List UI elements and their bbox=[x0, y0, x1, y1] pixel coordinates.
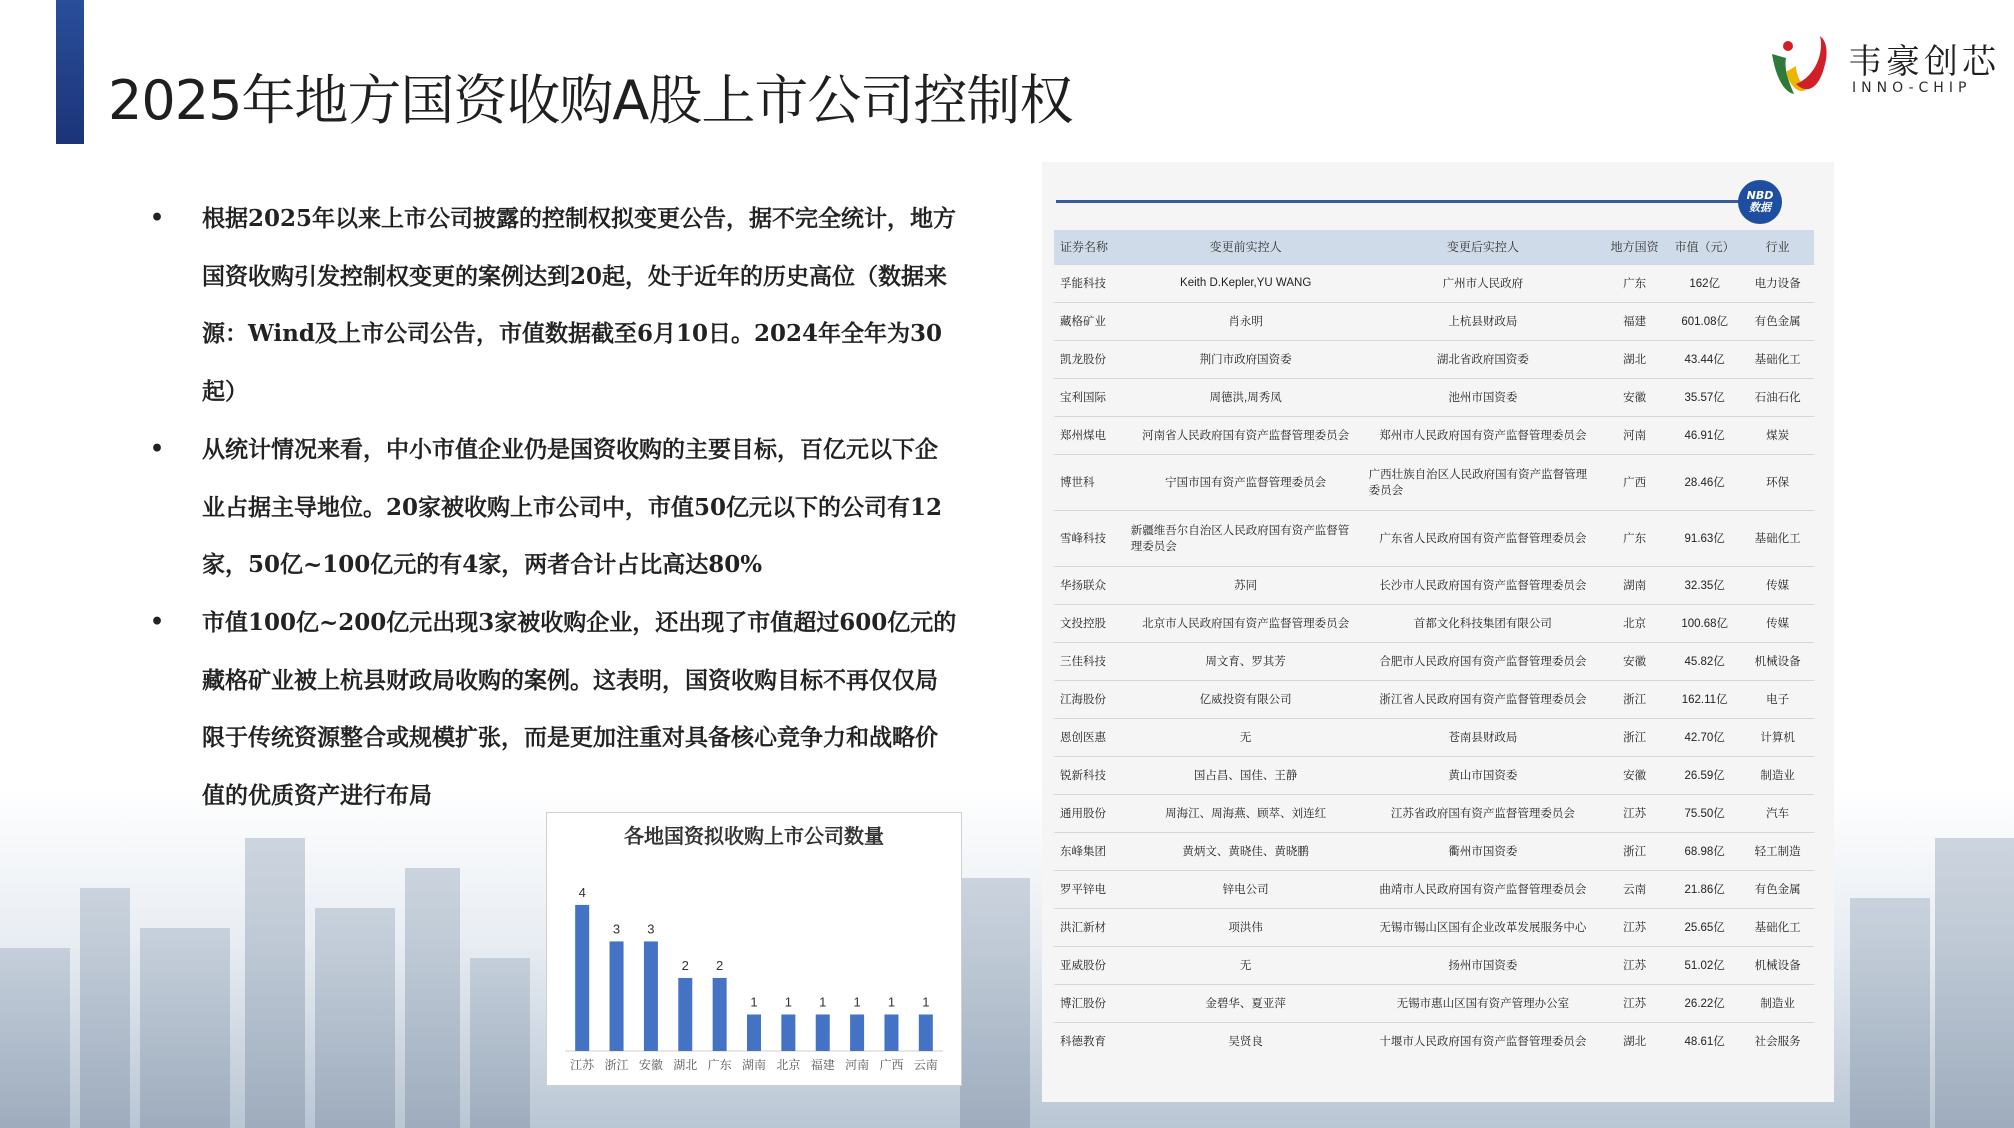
cell-after: 衢州市国资委 bbox=[1365, 832, 1602, 870]
cell-region: 安徽 bbox=[1601, 756, 1668, 794]
chart-bar bbox=[781, 1014, 795, 1051]
cell-marketcap: 68.98亿 bbox=[1668, 832, 1741, 870]
cell-region: 湖北 bbox=[1601, 340, 1668, 378]
cell-before: 宁国市国有资产监督管理委员会 bbox=[1127, 454, 1365, 510]
table-row bbox=[1054, 680, 1814, 718]
bullet-dot: • bbox=[150, 205, 165, 231]
table-row bbox=[1054, 718, 1814, 756]
table-row bbox=[1054, 642, 1814, 680]
cell-stock: 东峰集团 bbox=[1054, 832, 1127, 870]
col-header-after: 变更后实控人 bbox=[1446, 240, 1519, 255]
cell-marketcap: 28.46亿 bbox=[1668, 454, 1741, 510]
cell-before: 河南省人民政府国有资产监督管理委员会 bbox=[1127, 416, 1365, 454]
logo-w-icon bbox=[1766, 32, 1834, 102]
cell-before: 金碧华、夏亚萍 bbox=[1127, 984, 1365, 1022]
bar-chart bbox=[546, 812, 962, 1086]
cell-region: 湖南 bbox=[1601, 566, 1668, 604]
bullet-item bbox=[150, 421, 960, 594]
cell-before: 无 bbox=[1127, 718, 1365, 756]
building-shape bbox=[960, 878, 1030, 1128]
cell-before: 苏同 bbox=[1127, 566, 1365, 604]
col-header-before: 变更前实控人 bbox=[1209, 240, 1282, 255]
chart-category-label: 安徽 bbox=[638, 1058, 663, 1072]
cell-region: 北京 bbox=[1601, 604, 1668, 642]
cell-before: 无 bbox=[1127, 946, 1365, 984]
cell-after: 广州市人民政府 bbox=[1365, 264, 1602, 302]
cell-marketcap: 25.65亿 bbox=[1668, 908, 1741, 946]
cell-after: 长沙市人民政府国有资产监督管理委员会 bbox=[1365, 566, 1602, 604]
cell-region: 湖北 bbox=[1601, 1022, 1668, 1060]
cell-before: 周海江、周海燕、顾萃、刘连红 bbox=[1127, 794, 1365, 832]
cell-after: 合肥市人民政府国有资产监督管理委员会 bbox=[1365, 642, 1602, 680]
chart-category-label: 广东 bbox=[707, 1058, 732, 1072]
panel-header-rule bbox=[1056, 200, 1764, 203]
cell-industry: 煤炭 bbox=[1741, 416, 1814, 454]
table-row bbox=[1054, 604, 1814, 642]
cell-marketcap: 42.70亿 bbox=[1668, 718, 1741, 756]
cell-marketcap: 46.91亿 bbox=[1668, 416, 1741, 454]
table-row bbox=[1054, 454, 1814, 510]
cell-stock: 凯龙股份 bbox=[1054, 340, 1127, 378]
bullet-list bbox=[150, 190, 960, 825]
chart-category-label: 北京 bbox=[776, 1058, 801, 1072]
cell-before: 北京市人民政府国有资产监督管理委员会 bbox=[1127, 604, 1365, 642]
cell-before: 周文育、罗其芳 bbox=[1127, 642, 1365, 680]
chart-bar bbox=[919, 1014, 933, 1051]
cell-after: 曲靖市人民政府国有资产监督管理委员会 bbox=[1365, 870, 1602, 908]
chart-category-label: 云南 bbox=[913, 1058, 938, 1072]
cell-region: 江苏 bbox=[1601, 984, 1668, 1022]
cell-region: 河南 bbox=[1601, 416, 1668, 454]
col-header-region: 地方国资 bbox=[1610, 240, 1659, 255]
building-shape bbox=[1935, 838, 2014, 1128]
building-shape bbox=[245, 838, 305, 1128]
cell-marketcap: 43.44亿 bbox=[1668, 340, 1741, 378]
title-accent-bar bbox=[56, 0, 84, 144]
building-shape bbox=[1850, 898, 1930, 1128]
cell-region: 安徽 bbox=[1601, 378, 1668, 416]
cell-industry: 石油石化 bbox=[1741, 378, 1814, 416]
table-panel bbox=[1042, 162, 1834, 1102]
cell-stock: 恩创医惠 bbox=[1054, 718, 1127, 756]
cell-industry: 传媒 bbox=[1741, 604, 1814, 642]
cell-marketcap: 162亿 bbox=[1668, 264, 1741, 302]
chart-data-label: 4 bbox=[578, 884, 586, 900]
cell-stock: 雪峰科技 bbox=[1054, 510, 1127, 566]
cell-region: 广东 bbox=[1601, 510, 1668, 566]
chart-data-label: 1 bbox=[922, 994, 930, 1010]
cell-stock: 孚能科技 bbox=[1054, 264, 1127, 302]
chart-data-label: 1 bbox=[750, 994, 758, 1010]
cell-before: 吴贤良 bbox=[1127, 1022, 1365, 1060]
chart-bar bbox=[747, 1014, 761, 1051]
chart-data-label: 1 bbox=[784, 994, 792, 1010]
cell-after: 湖北省政府国资委 bbox=[1365, 340, 1602, 378]
cell-before: 黄炳文、黄晓佳、黄晓鹏 bbox=[1127, 832, 1365, 870]
cell-stock: 文投控股 bbox=[1054, 604, 1127, 642]
table-row bbox=[1054, 946, 1814, 984]
cell-before: 锌电公司 bbox=[1127, 870, 1365, 908]
cell-after: 苍南县财政局 bbox=[1365, 718, 1602, 756]
table-row bbox=[1054, 984, 1814, 1022]
cell-marketcap: 26.22亿 bbox=[1668, 984, 1741, 1022]
table-row bbox=[1054, 302, 1814, 340]
chart-bar bbox=[884, 1014, 898, 1051]
cell-marketcap: 91.63亿 bbox=[1668, 510, 1741, 566]
table-row bbox=[1054, 794, 1814, 832]
cell-stock: 科德教育 bbox=[1054, 1022, 1127, 1060]
cell-industry: 汽车 bbox=[1741, 794, 1814, 832]
cell-marketcap: 45.82亿 bbox=[1668, 642, 1741, 680]
building-shape bbox=[315, 908, 395, 1128]
cell-stock: 博世科 bbox=[1054, 454, 1127, 510]
cell-stock: 博汇股份 bbox=[1054, 984, 1127, 1022]
cell-industry: 机械设备 bbox=[1741, 946, 1814, 984]
chart-category-label: 福建 bbox=[810, 1058, 835, 1072]
chart-category-label: 江苏 bbox=[570, 1058, 595, 1072]
cell-region: 江苏 bbox=[1601, 946, 1668, 984]
page-title: 2025年地方国资收购A股上市公司控制权 bbox=[108, 69, 1073, 132]
cell-stock: 华扬联众 bbox=[1054, 566, 1127, 604]
table-row bbox=[1054, 870, 1814, 908]
cell-region: 浙江 bbox=[1601, 680, 1668, 718]
chart-data-label: 1 bbox=[853, 994, 861, 1010]
table-row bbox=[1054, 416, 1814, 454]
chart-category-label: 河南 bbox=[845, 1058, 870, 1072]
building-shape bbox=[80, 888, 130, 1128]
chart-bar bbox=[610, 941, 624, 1051]
cell-industry: 轻工制造 bbox=[1741, 832, 1814, 870]
building-shape bbox=[470, 958, 530, 1128]
cell-marketcap: 32.35亿 bbox=[1668, 566, 1741, 604]
acquisition-table bbox=[1054, 230, 1814, 1060]
cell-before: 亿威投资有限公司 bbox=[1127, 680, 1365, 718]
chart-category-label: 浙江 bbox=[604, 1058, 629, 1072]
chart-bar bbox=[644, 941, 658, 1051]
cell-stock: 通用股份 bbox=[1054, 794, 1127, 832]
bar-chart-svg bbox=[547, 813, 961, 1085]
cell-marketcap: 162.11亿 bbox=[1668, 680, 1741, 718]
building-shape bbox=[0, 948, 70, 1128]
cell-after: 无锡市锡山区国有企业改革发展服务中心 bbox=[1365, 908, 1602, 946]
table-row bbox=[1054, 378, 1814, 416]
cell-industry: 基础化工 bbox=[1741, 340, 1814, 378]
cell-before: 新疆维吾尔自治区人民政府国有资产监督管理委员会 bbox=[1127, 510, 1365, 566]
bullet-item bbox=[150, 190, 960, 421]
cell-industry: 制造业 bbox=[1741, 756, 1814, 794]
cell-industry: 基础化工 bbox=[1741, 510, 1814, 566]
cell-after: 广东省人民政府国有资产监督管理委员会 bbox=[1365, 510, 1602, 566]
cell-after: 扬州市国资委 bbox=[1365, 946, 1602, 984]
cell-region: 广东 bbox=[1601, 264, 1668, 302]
cell-before: 项洪伟 bbox=[1127, 908, 1365, 946]
table-row bbox=[1054, 340, 1814, 378]
bullet-item bbox=[150, 594, 960, 825]
cell-after: 无锡市惠山区国有资产管理办公室 bbox=[1365, 984, 1602, 1022]
cell-region: 安徽 bbox=[1601, 642, 1668, 680]
cell-marketcap: 26.59亿 bbox=[1668, 756, 1741, 794]
building-shape bbox=[140, 928, 230, 1128]
chart-data-label: 2 bbox=[716, 957, 724, 973]
cell-marketcap: 35.57亿 bbox=[1668, 378, 1741, 416]
cell-stock: 罗平锌电 bbox=[1054, 870, 1127, 908]
cell-industry: 有色金属 bbox=[1741, 302, 1814, 340]
table-row bbox=[1054, 510, 1814, 566]
cell-industry: 电子 bbox=[1741, 680, 1814, 718]
bullet-text: 根据2025年以来上市公司披露的控制权拟变更公告，据不完全统计，地方国资收购引发控制权变更的案例达到20起，处于近年的历史高位（数据来源：Wind及上市公司公告，市值数据截至6月10日。2024年全年为30起） bbox=[202, 205, 957, 406]
cell-before: 肖永明 bbox=[1127, 302, 1365, 340]
cell-marketcap: 21.86亿 bbox=[1668, 870, 1741, 908]
cell-marketcap: 51.02亿 bbox=[1668, 946, 1741, 984]
cell-after: 十堰市人民政府国有资产监督管理委员会 bbox=[1365, 1022, 1602, 1060]
cell-before: 荆门市政府国资委 bbox=[1127, 340, 1365, 378]
cell-stock: 洪汇新材 bbox=[1054, 908, 1127, 946]
logo-english-text: INNO-CHIP bbox=[1852, 80, 1972, 96]
cell-industry: 电力设备 bbox=[1741, 264, 1814, 302]
cell-stock: 亚威股份 bbox=[1054, 946, 1127, 984]
table-row bbox=[1054, 1022, 1814, 1060]
col-header-industry: 行业 bbox=[1765, 240, 1790, 255]
col-header-marketcap: 市值（元） bbox=[1674, 240, 1735, 255]
cell-after: 浙江省人民政府国有资产监督管理委员会 bbox=[1365, 680, 1602, 718]
chart-data-label: 2 bbox=[681, 957, 689, 973]
chart-bar bbox=[575, 905, 589, 1051]
cell-industry: 制造业 bbox=[1741, 984, 1814, 1022]
cell-stock: 江海股份 bbox=[1054, 680, 1127, 718]
chart-data-label: 3 bbox=[612, 921, 621, 937]
cell-after: 黄山市国资委 bbox=[1365, 756, 1602, 794]
cell-marketcap: 48.61亿 bbox=[1668, 1022, 1741, 1060]
cell-industry: 有色金属 bbox=[1741, 870, 1814, 908]
cell-region: 浙江 bbox=[1601, 718, 1668, 756]
logo-chinese-text: 韦豪创芯 bbox=[1848, 42, 2000, 82]
chart-bar bbox=[816, 1014, 830, 1051]
cell-stock: 三佳科技 bbox=[1054, 642, 1127, 680]
table-row bbox=[1054, 756, 1814, 794]
chart-data-label: 1 bbox=[819, 994, 827, 1010]
cell-after: 江苏省政府国有资产监督管理委员会 bbox=[1365, 794, 1602, 832]
cell-industry: 环保 bbox=[1741, 454, 1814, 510]
chart-category-label: 湖南 bbox=[741, 1058, 767, 1072]
chart-category-label: 湖北 bbox=[673, 1058, 698, 1072]
cell-industry: 社会服务 bbox=[1741, 1022, 1814, 1060]
table-row bbox=[1054, 908, 1814, 946]
cell-before: 周德洪,周秀凤 bbox=[1127, 378, 1365, 416]
cell-region: 云南 bbox=[1601, 870, 1668, 908]
cell-marketcap: 100.68亿 bbox=[1668, 604, 1741, 642]
bullet-text: 从统计情况来看，中小市值企业仍是国资收购的主要目标，百亿元以下企业占据主导地位。20家被收购上市公司中，市值50亿元以下的公司有12家，50亿~100亿元的有4家，两者合计占比高达80% bbox=[202, 435, 943, 579]
cell-industry: 基础化工 bbox=[1741, 908, 1814, 946]
nbd-badge-text: NBD 数据 bbox=[1746, 189, 1774, 214]
company-logo bbox=[1766, 30, 2000, 106]
cell-stock: 藏格矿业 bbox=[1054, 302, 1127, 340]
cell-before: 国占昌、国佳、王静 bbox=[1127, 756, 1365, 794]
cell-region: 江苏 bbox=[1601, 908, 1668, 946]
cell-after: 首都文化科技集团有限公司 bbox=[1365, 604, 1602, 642]
cell-after: 广西壮族自治区人民政府国有资产监督管理委员会 bbox=[1365, 454, 1602, 510]
cell-industry: 计算机 bbox=[1741, 718, 1814, 756]
cell-stock: 郑州煤电 bbox=[1054, 416, 1127, 454]
chart-bar bbox=[678, 978, 692, 1051]
table-header-row bbox=[1054, 230, 1814, 264]
cell-industry: 传媒 bbox=[1741, 566, 1814, 604]
cell-industry: 机械设备 bbox=[1741, 642, 1814, 680]
cell-marketcap: 601.08亿 bbox=[1668, 302, 1741, 340]
cell-region: 福建 bbox=[1601, 302, 1668, 340]
cell-region: 江苏 bbox=[1601, 794, 1668, 832]
cell-stock: 宝利国际 bbox=[1054, 378, 1127, 416]
cell-stock: 锐新科技 bbox=[1054, 756, 1127, 794]
chart-category-label: 广西 bbox=[879, 1058, 904, 1072]
bullet-dot: • bbox=[150, 608, 165, 635]
table-row bbox=[1054, 264, 1814, 302]
table-row bbox=[1054, 566, 1814, 604]
cell-after: 上杭县财政局 bbox=[1365, 302, 1602, 340]
chart-bar bbox=[713, 978, 727, 1051]
cell-marketcap: 75.50亿 bbox=[1668, 794, 1741, 832]
cell-region: 浙江 bbox=[1601, 832, 1668, 870]
cell-after: 池州市国资委 bbox=[1365, 378, 1602, 416]
building-shape bbox=[405, 868, 460, 1128]
col-header-stock: 证券名称 bbox=[1060, 240, 1109, 255]
cell-before: Keith D.Kepler,YU WANG bbox=[1127, 264, 1365, 302]
bullet-dot: • bbox=[150, 435, 165, 462]
nbd-data-badge bbox=[1738, 180, 1782, 224]
chart-title: 各地国资拟收购上市公司数量 bbox=[624, 824, 884, 848]
chart-data-label: 3 bbox=[647, 921, 655, 937]
bullet-text: 市值100亿~200亿元出现3家被收购企业，还出现了市值超过600亿元的藏格矿业被上杭县财政局收购的案例。这表明，国资收购目标不再仅仅局限于传统资源整合或规模扩张，而是更加注重对具备核心竞争力和战略价值的优质资产进行布局 bbox=[202, 608, 957, 810]
table-row bbox=[1054, 832, 1814, 870]
cell-after: 郑州市人民政府国有资产监督管理委员会 bbox=[1365, 416, 1602, 454]
chart-data-label: 1 bbox=[887, 994, 896, 1010]
chart-bar bbox=[850, 1014, 864, 1051]
cell-region: 广西 bbox=[1601, 454, 1668, 510]
